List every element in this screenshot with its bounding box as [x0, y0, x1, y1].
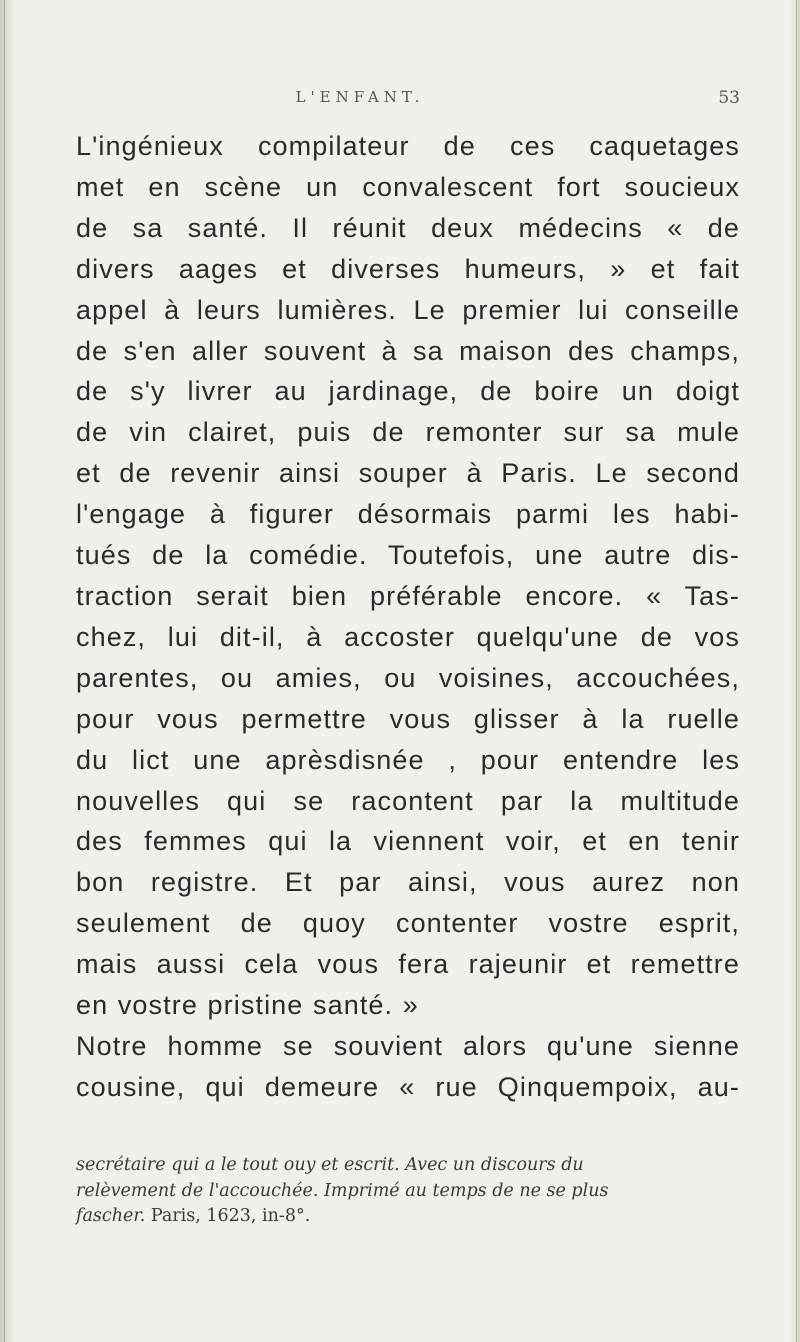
footnote-line [76, 1204, 740, 1230]
right-edge-line [796, 0, 797, 1342]
text-line: mais aussi cela vous fera rajeunir et remettre [76, 949, 740, 980]
footnote [76, 1153, 740, 1230]
running-title: L'ENFANT. [295, 88, 425, 106]
text-line: seulement de quoy contenter vostre esprit, [76, 908, 740, 939]
footnote-line: secrétaire qui a le tout ouy et escrit. Avec un discours du [76, 1155, 584, 1175]
text-line: nouvelles qui se racontent par la multitude [76, 785, 740, 816]
text-line: Notre homme se souvient alors qu'une sienne [76, 1030, 740, 1061]
footnote-line: relèvement de l'accouchée. Imprimé au temps de ne se plus [76, 1180, 609, 1201]
footnote-imprint: Paris, 1623, in-8°. [145, 1206, 311, 1226]
text-line: de vin clairet, puis de remonter sur sa mule [76, 417, 740, 448]
footnote-title-end: fascher. [76, 1206, 146, 1226]
text-line: de s'en aller souvent à sa maison des champs, [76, 335, 740, 366]
text-line: tués de la comédie. Toutefois, une autre dis- [76, 540, 740, 571]
left-page-edge [0, 0, 14, 1342]
text-line: du lict une aprèsdisnée , pour entendre les [76, 744, 740, 775]
text-line: L'ingénieux compilateur de ces caquetages [76, 131, 740, 161]
text-line: appel à leurs lumières. Le premier lui conseille [76, 294, 740, 325]
text-line: de s'y livrer au jardinage, de boire un doigt [76, 376, 740, 407]
text-line: parentes, ou amies, ou voisines, accouchées, [76, 662, 740, 693]
text-line: et de revenir ainsi souper à Paris. Le second [76, 458, 740, 489]
text-line: pour vous permettre vous glisser à la ruelle [76, 703, 740, 734]
text-line: en vostre pristine santé. » [76, 990, 419, 1021]
left-gutter-line [4, 0, 5, 1342]
text-line: divers aages et diverses humeurs, » et fait [76, 253, 740, 284]
page-number: 53 [718, 88, 740, 108]
text-line: des femmes qui la viennent voir, et en tenir [76, 826, 740, 857]
right-page-edge [790, 0, 800, 1342]
text-line: met en scène un convalescent fort soucieux [76, 171, 740, 202]
body-text [76, 126, 740, 1108]
text-line: l'engage à figurer désormais parmi les habi- [76, 499, 740, 530]
text-line: cousine, qui demeure « rue Qinquempoix, au- [76, 1071, 740, 1102]
text-line: traction serait bien préférable encore. « Tas- [76, 580, 740, 611]
text-line: bon registre. Et par ainsi, vous aurez non [76, 867, 740, 898]
text-line: chez, lui dit-il, à accoster quelqu'une de vos [76, 621, 740, 652]
text-line: de sa santé. Il réunit deux médecins « de [76, 212, 740, 243]
